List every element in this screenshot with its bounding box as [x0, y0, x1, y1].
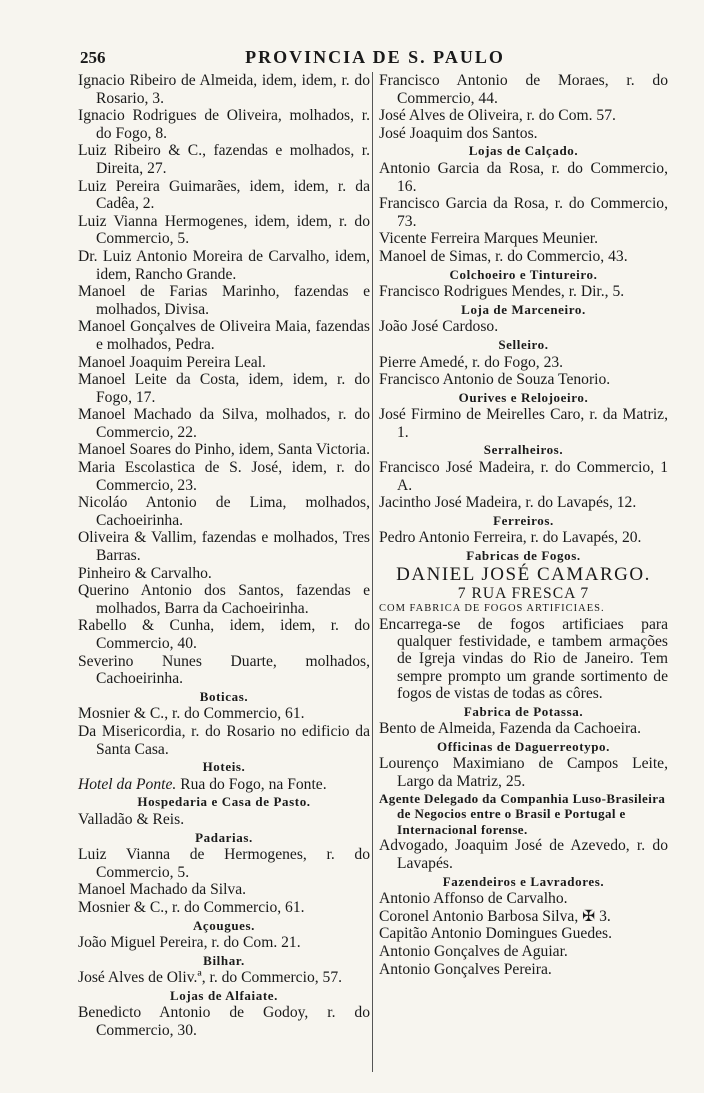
- directory-entry: Benedicto Antonio de Godoy, r. do Commercio, 30.: [78, 1004, 370, 1040]
- section-heading: Bilhar.: [203, 952, 245, 968]
- directory-entry: Da Misericordia, r. do Rosario no edificio da Santa Casa.: [78, 722, 370, 758]
- directory-entry: Pedro Antonio Ferreira, r. do Lavapés, 20.: [379, 529, 642, 547]
- column-divider: [372, 72, 373, 1072]
- section-heading: Açougues.: [192, 917, 256, 933]
- directory-entry: Luiz Ribeiro & C., fazendas e molhados, r. Direita, 27.: [78, 142, 370, 177]
- section-heading: Hoteis.: [202, 759, 246, 775]
- directory-entry: Vicente Ferreira Marques Meunier.: [379, 230, 599, 248]
- section-heading: Padarias.: [195, 829, 253, 845]
- directory-entry: Pinheiro & Carvalho.: [78, 564, 212, 582]
- directory-entry: João Miguel Pereira, r. do Com. 21.: [78, 934, 301, 952]
- directory-entry: Francisco Rodrigues Mendes, r. Dir., 5.: [379, 283, 625, 301]
- directory-entry: Manoel Gonçalves de Oliveira Maia, fazendas e molhados, Pedra.: [78, 318, 370, 353]
- directory-entry: Maria Escolastica de S. José, idem, r. do Commercio, 23.: [78, 459, 370, 494]
- directory-entry: Advogado, Joaquim José de Azevedo, r. do Lavapés.: [379, 837, 668, 872]
- directory-entry: Bento de Almeida, Fazenda da Cachoeira.: [379, 720, 641, 738]
- directory-entry: Jacintho José Madeira, r. do Lavapés, 12.: [379, 494, 637, 512]
- directory-entry: Francisco Antonio de Moraes, r. do Commercio, 44.: [379, 72, 668, 107]
- advertisement-address: 7 RUA FRESCA 7: [457, 584, 590, 602]
- page-number: 256: [80, 48, 106, 67]
- directory-entry: Rabello & Cunha, idem, idem, r. do Commercio, 40.: [78, 617, 370, 652]
- section-heading: Fabricas de Fogos.: [466, 548, 581, 564]
- directory-entry: Capitão Antonio Domingues Guedes.: [379, 925, 613, 943]
- directory-entry: Severino Nunes Duarte, molhados, Cachoeirinha.: [78, 652, 370, 688]
- directory-entry: José Joaquim dos Santos.: [379, 124, 538, 142]
- directory-entry: [78, 776, 370, 794]
- section-heading: Loja de Marceneiro.: [461, 301, 586, 317]
- section-heading: Lojas de Calçado.: [468, 143, 579, 159]
- section-heading: Hospedaria e Casa de Pasto.: [137, 794, 311, 810]
- directory-entry: Manoel de Farias Marinho, fazendas e molhados, Divisa.: [78, 283, 370, 318]
- directory-entry: Antonio Gonçalves Pereira.: [379, 960, 552, 978]
- section-heading: Officinas de Daguerreotypo.: [436, 738, 611, 754]
- section-heading: Boticas.: [199, 688, 249, 704]
- section-heading: Fazendeiros e Lavradores.: [442, 873, 605, 889]
- directory-entry: José Alves de Oliveira, r. do Com. 57.: [379, 107, 616, 125]
- directory-entry: José Alves de Oliv.ª, r. do Commercio, 57.: [78, 969, 343, 987]
- section-heading: Colchoeiro e Tintureiro.: [449, 266, 598, 282]
- entry-text: Rua do Fogo, na Fonte.: [176, 775, 327, 793]
- advertisement-text: Encarrega-se de fogos artificiaes para qualquer festividade, e tambem armações de Igreja vindas do Rio de Janeiro. Tem sempre prompto um grande sortimento de fogos de vistas de todas as côres.: [379, 615, 668, 703]
- directory-entry: Antonio Garcia da Rosa, r. do Commercio, 16.: [379, 159, 668, 195]
- directory-entry: Querino Antonio dos Santos, fazendas e molhados, Barra da Cachoeirinha.: [78, 582, 370, 617]
- directory-entry: Mosnier & C., r. do Commercio, 61.: [78, 898, 305, 916]
- section-heading: Ferreiros.: [493, 512, 554, 528]
- section-heading: Ourives e Relojoeiro.: [458, 389, 589, 405]
- directory-entry: Ignacio Rodrigues de Oliveira, molhados, r. do Fogo, 8.: [78, 107, 370, 142]
- directory-entry: Ignacio Ribeiro de Almeida, idem, idem, r. do Rosario, 3.: [78, 72, 370, 107]
- section-heading: Agente Delegado da Companhia Luso-Brasileira de Negocios entre o Brasil e Portugal e Internacional forense.: [379, 790, 666, 837]
- entry-italic-name: Hotel da Ponte.: [78, 775, 177, 793]
- directory-entry: Manoel Machado da Silva, molhados, r. do Commercio, 22.: [78, 406, 370, 441]
- directory-entry: Pierre Amedé, r. do Fogo, 23.: [379, 353, 564, 371]
- directory-entry: Nicoláo Antonio de Lima, molhados, Cachoeirinha.: [78, 494, 370, 529]
- advertisement-tagline: COM FABRICA DE FOGOS ARTIFICIAES.: [379, 602, 605, 614]
- directory-entry: Mosnier & C., r. do Commercio, 61.: [78, 705, 305, 723]
- section-heading: Lojas de Alfaiate.: [170, 987, 278, 1003]
- section-heading: Serralheiros.: [483, 442, 564, 458]
- directory-entry: Valladão & Reis.: [78, 810, 185, 828]
- running-title: PROVINCIA DE S. PAULO: [245, 47, 505, 67]
- directory-entry: Luiz Vianna Hermogenes, idem, idem, r. do Commercio, 5.: [78, 212, 370, 248]
- directory-entry: Luiz Vianna de Hermogenes, r. do Commercio, 5.: [78, 846, 370, 881]
- directory-entry: João José Cardoso.: [379, 318, 499, 336]
- directory-entry: Manoel Leite da Costa, idem, idem, r. do Fogo, 17.: [78, 371, 370, 406]
- directory-entry: Dr. Luiz Antonio Moreira de Carvalho, idem, idem, Rancho Grande.: [78, 247, 370, 283]
- directory-entry: Francisco Antonio de Souza Tenorio.: [379, 371, 611, 389]
- directory-entry: Manoel de Simas, r. do Commercio, 43.: [379, 247, 628, 265]
- page-header: [80, 44, 670, 70]
- section-heading: Selleiro.: [498, 336, 549, 352]
- advertisement-name: DANIEL JOSÉ CAMARGO.: [396, 563, 651, 585]
- directory-entry: Francisco Garcia da Rosa, r. do Commercio, 73.: [379, 195, 668, 230]
- directory-entry: Lourenço Maximiano de Campos Leite, Largo da Matriz, 25.: [379, 755, 668, 791]
- directory-entry: Antonio Affonso de Carvalho.: [379, 890, 568, 908]
- directory-entry: Oliveira & Vallim, fazendas e molhados, Tres Barras.: [78, 529, 370, 565]
- directory-entry: Manoel Machado da Silva.: [78, 881, 247, 899]
- directory-entry: Antonio Gonçalves de Aguiar.: [379, 942, 568, 960]
- directory-entry: Manoel Soares do Pinho, idem, Santa Victoria.: [78, 441, 370, 459]
- directory-entry: Manoel Joaquim Pereira Leal.: [78, 353, 266, 371]
- directory-entry: Luiz Pereira Guimarães, idem, idem, r. da Cadêa, 2.: [78, 177, 370, 213]
- directory-entry: Francisco José Madeira, r. do Commercio, 1 A.: [379, 459, 668, 494]
- right-column: [379, 72, 668, 978]
- directory-entry: José Firmino de Meirelles Caro, r. da Matriz, 1.: [379, 406, 668, 441]
- left-column: [78, 72, 370, 1040]
- section-heading: Fabrica de Potassa.: [463, 703, 584, 719]
- directory-entry: Coronel Antonio Barbosa Silva, ✠ 3.: [379, 907, 611, 925]
